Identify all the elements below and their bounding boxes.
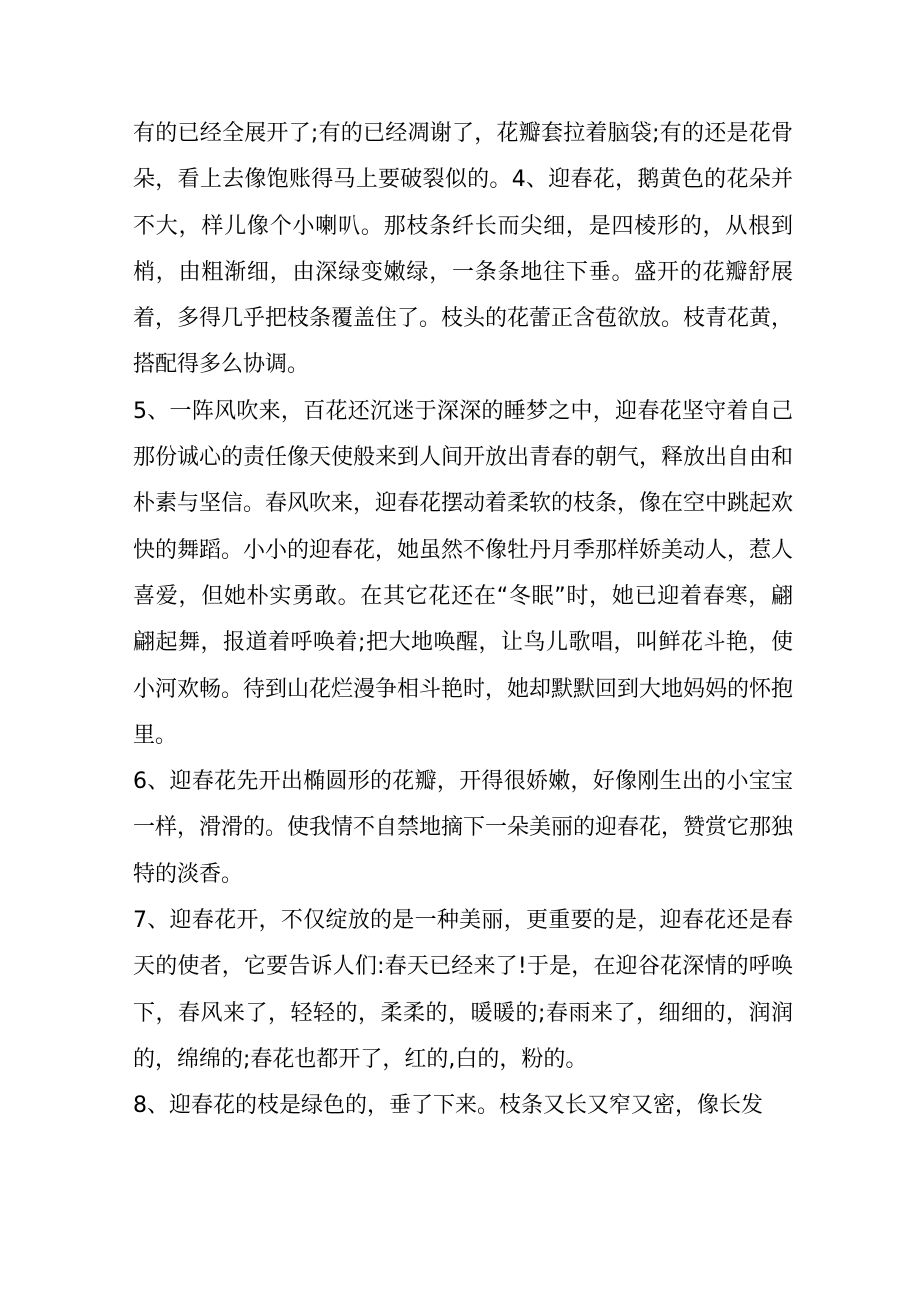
paragraph-6: 6、迎春花先开出椭圆形的花瓣，开得很娇嫩，好像刚生出的小宝宝一样，滑滑的。使我情不自禁地摘下一朵美丽的迎春花，赞赏它那独特的淡香。	[133, 769, 794, 887]
document-body	[133, 111, 793, 1129]
paragraph-5: 5、一阵风吹来，百花还沉迷于深深的睡梦之中，迎春花坚守着自己那份诚心的责任像天使般来到人间开放出青春的朝气，释放出自由和朴素与坚信。春风吹来，迎春花摆动着柔软的枝条，像在空中跳起欢快的舞蹈。小小的迎春花，她虽然不像牡丹月季那样娇美动人，惹人喜爱，但她朴实勇敢。在其它花还在“冬眠”时，她已迎着春寒，翩翩起舞，报道着呼唤着;把大地唤醒，让鸟儿歌唱，叫鲜花斗艳，使小河欢畅。待到山花烂漫争相斗艳时，她却默默回到大地妈妈的怀抱里。	[133, 398, 794, 748]
paragraph-8: 8、迎春花的枝是绿色的，垂了下来。枝条又长又窄又密，像长发	[133, 1093, 763, 1119]
paragraph-continuation-4: 有的已经全展开了;有的已经凋谢了，花瓣套拉着脑袋;有的还是花骨朵，看上去像饱账得马上要破裂似的。4、迎春花，鹅黄色的花朵并不大，样儿像个小喇叭。那枝条纤长而尖细，是四棱形的，从根到梢，由粗渐细，由深绿变嫩绿，一条条地往下垂。盛开的花瓣舒展着，多得几乎把枝条覆盖住了。枝头的花蕾正含苞欲放。枝青花黄，搭配得多么协调。	[133, 121, 794, 378]
paragraph-7: 7、迎春花开，不仅绽放的是一种美丽，更重要的是，迎春花还是春天的使者，它要告诉人们:春天已经来了!于是，在迎谷花深情的呼唤下，春风来了，轻轻的，柔柔的，暖暖的;春雨来了，细细的，润润的，绵绵的;春花也都开了，红的,白的，粉的。	[133, 908, 793, 1072]
